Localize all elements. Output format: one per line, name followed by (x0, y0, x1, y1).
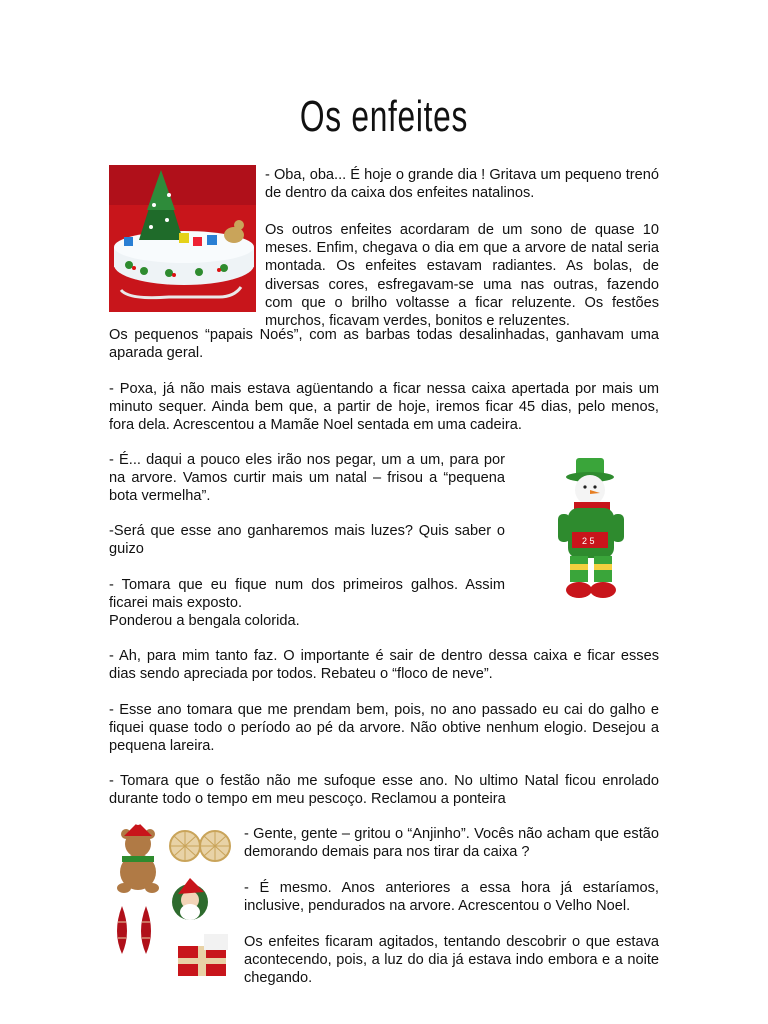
christmas-cake-sleigh-icon (109, 165, 256, 312)
paragraph-3: - Poxa, já não mais estava agüentando a ficar nessa caixa apertada por mais um minuto sequer. Ainda bem que, a partir de hoje, iremos ficar 45 dias, pelo menos, fora dela. Acrescentou a Mamãe Noel sentada em uma cadeira. (109, 381, 659, 434)
paragraph-11: - É mesmo. Anos anteriores a essa hora já estaríamos, inclusive, pendurados na arvore. Acrescentou o Velho Noel. (244, 880, 659, 915)
paragraph-4: - É... daqui a pouco eles irão nos pegar, um a um, para por na arvore. Vamos curtir mais um natal – frisou a “pequena bota vermelha”. (109, 452, 505, 505)
paragraph-8: - Esse ano tomara que me prendam bem, pois, no ano passado eu cai do galho e fiquei quase todo o período ao pé da arvore. Não obtive nenhum elogio. Desejou a pequena lareira. (109, 702, 659, 755)
paragraph-12: Os enfeites ficaram agitados, tentando descobrir o que estava acontecendo, pois, a luz do dia já estava indo embora e a noite chegando. (244, 934, 659, 987)
paragraph-6: - Tomara que eu fique num dos primeiros galhos. Assim ficarei mais exposto. (109, 577, 505, 612)
paragraph-10: - Gente, gente – gritou o “Anjinho”. Vocês não acham que estão demorando demais para nos tirar da caixa ? (244, 826, 659, 861)
paragraph-9: - Tomara que o festão não me sufoque esse ano. No ultimo Natal ficou enrolado durante todo o tempo em meu pescoço. Reclamou a ponteira (109, 773, 659, 808)
paragraph-6-closing: Ponderou a bengala colorida. (109, 613, 300, 629)
paragraph-2-continued: Os pequenos “papais Noés”, com as barbas todas desalinhadas, ganhavam uma aparada geral. (109, 327, 659, 362)
svg-text:2 5: 2 5 (582, 536, 595, 546)
paragraph-5: -Será que esse ano ganharemos mais luzes? Quis saber o guizo (109, 523, 505, 558)
snowman-ornament-icon (552, 452, 632, 600)
document-title: Os enfeites (299, 92, 469, 141)
paragraph-1: - Oba, oba... É hoje o grande dia ! Gritava um pequeno trenó de dentro da caixa dos enfeites natalinos. (265, 167, 659, 202)
paragraph-7: - Ah, para mim tanto faz. O importante é sair de dentro dessa caixa e ficar esses dias sendo apreciada por todos. Rebateu o “floco de neve”. (109, 648, 659, 683)
paragraph-2: Os outros enfeites acordaram de um sono de quase 10 meses. Enfim, chegava o dia em que a arvore de natal seria montada. Os enfeites estavam radiantes. As bolas, de diversas cores, esfregavam-se uma nas outras, fazendo com que o brilho voltasse a ficar reluzente. Os festões murchos, ficavam verdes, bonitos e reluzentes. (265, 222, 659, 330)
christmas-ornaments-collage-icon (108, 822, 234, 982)
